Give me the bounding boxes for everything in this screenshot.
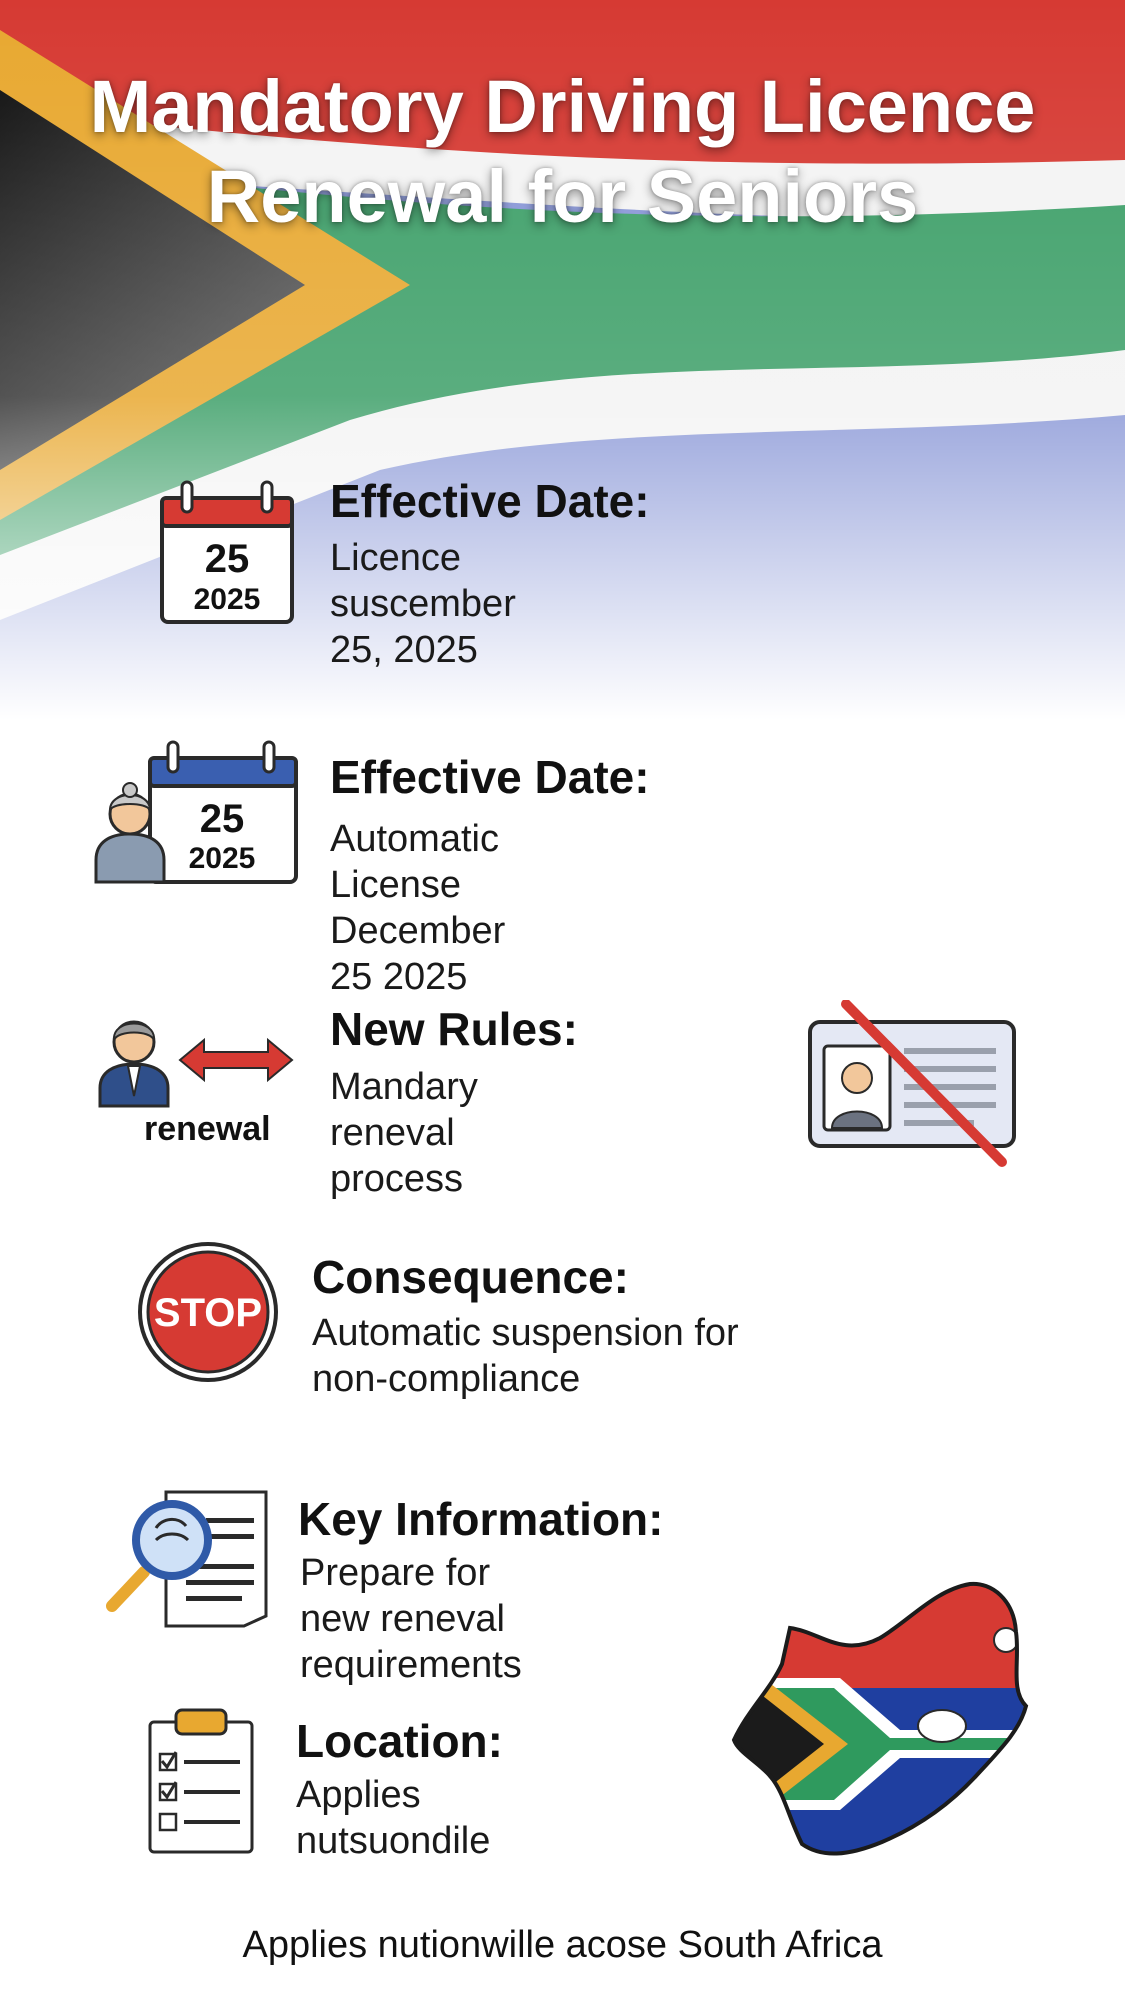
page-title: [0, 62, 1125, 242]
item-title: Key Information:: [298, 1493, 664, 1545]
item-text: Mandary reneval process: [330, 1066, 478, 1200]
crossed-out-id-card-icon: [806, 1000, 1016, 1175]
renewal-label: renewal: [144, 1110, 271, 1148]
item-text: Automatic suspension for non-compliance: [312, 1312, 739, 1400]
item-text: Automatic License December 25 2025: [330, 818, 506, 998]
item-text: Prepare for new reneval requirements: [300, 1552, 522, 1686]
calendar-year: 2025: [188, 842, 256, 875]
item-text: Licence suscember 25, 2025: [330, 537, 516, 671]
stop-sign-icon: [136, 1240, 280, 1389]
item-title: Location:: [296, 1715, 503, 1767]
item-title: Consequence:: [312, 1251, 629, 1303]
item-title: Effective Date:: [330, 751, 650, 803]
item-title: New Rules:: [330, 1003, 578, 1055]
stop-label: STOP: [153, 1291, 263, 1335]
title-line-1: Mandatory Driving Licence: [89, 65, 1036, 148]
calendar-day: 25: [204, 537, 250, 581]
item-title: Effective Date:: [330, 475, 650, 527]
senior-calendar-icon: [92, 738, 302, 893]
calendar-icon: [158, 478, 298, 633]
title-line-2: Renewal for Seniors: [206, 155, 919, 238]
footer-note: Applies nutionwille acose South Africa: [242, 1924, 883, 1966]
calendar-year: 2025: [193, 583, 261, 616]
magnifier-document-icon: [106, 1488, 276, 1633]
south-africa-map-icon: [730, 1580, 1030, 1865]
checklist-clipboard-icon: [146, 1706, 256, 1861]
calendar-day: 25: [199, 797, 245, 841]
item-text: Applies nutsuondile: [296, 1774, 491, 1862]
